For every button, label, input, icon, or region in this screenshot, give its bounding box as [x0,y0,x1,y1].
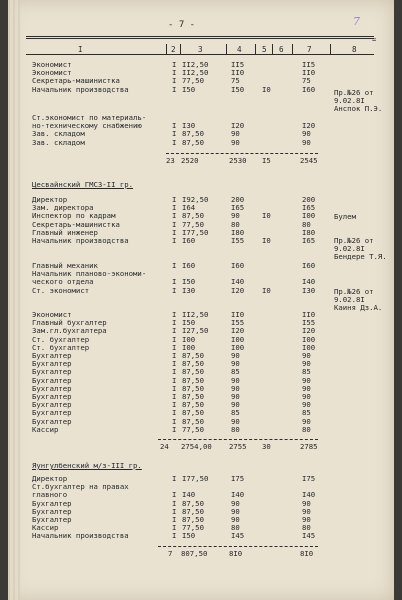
value-cell: 80 [302,219,311,229]
position-cell: Ст. бухгалтер [32,342,90,352]
position-cell: Бухгалтер [32,506,72,516]
total-cell: 2545 [300,156,318,165]
total-rule [158,546,318,547]
total-cell: 2530 [229,156,247,165]
value-cell: I [172,474,177,483]
total-cell: 7 [168,549,173,558]
value-cell: I [172,129,177,139]
value-cell: I20 [302,326,316,336]
value-cell: I [172,68,177,78]
value-cell: I0 [262,236,271,245]
col-divider [272,44,273,54]
value-cell: I60 [302,84,316,94]
value-cell: 87,50 [182,416,204,426]
position-cell: Директор [32,474,68,483]
position-cell: Бухгалтер [32,367,72,377]
position-cell: Начальник планово-экономи- [32,269,147,279]
value-cell: 90 [302,515,311,524]
value-cell: 90 [231,383,240,393]
value-cell: I55 [231,236,245,245]
position-cell: Начальник производства [32,236,129,245]
value-cell: I60 [182,261,196,270]
position-cell: Бухгалтер [32,351,72,360]
col-header-8: 8 [352,45,357,54]
header-rule-top [26,36,374,37]
value-cell: 77,50 [182,424,204,434]
value-cell: I [172,203,177,213]
value-cell: 90 [231,375,240,385]
value-cell: II0 [231,68,245,78]
value-cell: I [172,326,177,336]
value-cell: I [172,408,177,418]
value-cell: I40 [231,490,245,500]
value-cell: I [172,310,177,319]
total-cell: I5 [262,156,271,165]
total-cell: 2520 [181,156,199,165]
value-cell: 90 [302,375,311,385]
value-cell: 87,50 [182,211,204,221]
position-cell: Кассир [32,523,59,533]
value-cell: I20 [231,121,245,131]
total-row [8,550,394,558]
value-cell: 90 [302,392,311,401]
value-cell: I0 [262,285,271,295]
section-heading: Яунгулбенский м/з-III гр. [32,461,142,470]
order-note: Пр.№26 от 9.02.8I Анспок П.Э. [334,88,383,113]
value-cell: 87,50 [182,498,204,508]
col-divider [166,44,167,54]
value-cell: II2,50 [182,310,209,319]
value-cell: I55 [302,318,316,328]
header-rule-top-2 [26,38,374,39]
value-cell: I [172,318,177,328]
position-cell: Главный бухгалтер [32,318,107,328]
value-cell: 90 [302,351,311,360]
value-cell: 90 [302,359,311,369]
value-cell: 200 [302,195,316,204]
value-cell: I60 [302,261,316,270]
value-cell: II0 [302,310,316,319]
value-cell: II0 [231,310,245,319]
total-cell: 8I0 [229,549,243,558]
col-divider [330,44,331,54]
value-cell: I92,50 [182,195,209,204]
value-cell: 87,50 [182,351,204,360]
value-cell: 87,50 [182,129,204,139]
total-cell: 2755 [229,442,247,451]
value-cell: 77,50 [182,76,204,86]
value-cell: I0 [262,84,271,94]
value-cell: I00 [302,334,316,344]
value-cell: I60 [231,261,245,270]
position-cell: Ст.экономист по материаль- [32,113,147,122]
section-heading: Цесвайнский ГМСЗ-II гр. [32,180,134,189]
total-cell: 8I0 [300,549,314,558]
value-cell: I [172,219,177,229]
value-cell: 90 [302,137,311,147]
position-cell: Бухгалтер [32,400,72,410]
position-cell: главного [32,490,68,500]
value-cell: I75 [231,474,245,483]
col-header-2: 2 [171,45,176,54]
value-cell: I [172,400,177,410]
order-note: Булем [334,212,356,221]
value-cell: I [172,531,177,541]
value-cell: I [172,359,177,369]
value-cell: I65 [302,236,316,245]
position-cell: Бухгалтер [32,416,72,426]
value-cell: I [172,137,177,147]
value-cell: 85 [302,408,311,418]
total-cell: 24 [160,442,169,451]
position-cell: Зав. складом [32,137,85,147]
value-cell: I00 [182,334,196,344]
value-cell: I30 [302,285,316,295]
value-cell: II5 [231,60,245,69]
value-cell: I40 [302,277,316,287]
position-cell: Бухгалтер [32,375,72,385]
col-header-7: 7 [307,45,312,54]
value-cell: 90 [231,416,240,426]
value-cell: 80 [231,523,240,533]
value-cell: I00 [302,342,316,352]
col-header-5: 5 [262,45,267,54]
position-cell: Директор [32,195,68,204]
value-cell: I60 [182,236,196,245]
position-cell: Начальник производства [32,84,129,94]
col-divider [292,44,293,54]
value-cell: 90 [302,383,311,393]
value-cell: I [172,236,177,245]
position-cell: Бухгалтер [32,498,72,508]
position-cell: Секретарь-машинистка [32,76,120,86]
value-cell: I [172,367,177,377]
value-cell: 90 [302,506,311,516]
value-cell: 80 [231,424,240,434]
value-cell: II0 [302,68,316,78]
header-rule-end: = [372,36,377,44]
total-cell: 807,50 [181,549,208,558]
value-cell: I80 [231,227,245,237]
value-cell: I0 [262,211,271,221]
total-cell: 30 [262,442,271,451]
position-cell: Бухгалтер [32,408,72,418]
value-cell: I [172,261,177,270]
total-cell: 2754,00 [181,442,212,451]
value-cell: II2,50 [182,60,209,69]
value-cell: I20 [231,326,245,336]
value-cell: I50 [182,84,196,94]
value-cell: I20 [231,285,245,295]
value-cell: 90 [231,137,240,147]
value-cell: 90 [231,359,240,369]
position-cell: Бухгалтер [32,515,72,524]
position-cell: Экономист [32,310,72,319]
value-cell: I [172,392,177,401]
value-cell: I50 [182,318,196,328]
value-cell: I [172,416,177,426]
value-cell: I [172,342,177,352]
value-cell: 75 [231,76,240,86]
value-cell: I40 [182,490,196,500]
value-cell: 90 [231,351,240,360]
value-cell: I64 [182,203,196,213]
value-cell: 77,50 [182,523,204,533]
value-cell: 90 [231,400,240,410]
value-cell: 87,50 [182,383,204,393]
total-row [8,157,394,165]
value-cell: I [172,227,177,237]
total-rule [166,153,318,154]
value-cell: I [172,277,177,287]
value-cell: I [172,334,177,344]
position-cell: Секретарь-машинистка [32,219,120,229]
value-cell: 85 [302,367,311,377]
value-cell: 90 [231,498,240,508]
value-cell: I80 [302,227,316,237]
value-cell: I00 [231,342,245,352]
value-cell: I00 [231,334,245,344]
value-cell: I [172,490,177,500]
position-cell: Начальник производства [32,531,129,541]
value-cell: 87,50 [182,506,204,516]
col-divider [180,44,181,54]
value-cell: 90 [302,129,311,139]
value-cell: 80 [302,424,311,434]
value-cell: 87,50 [182,400,204,410]
value-cell: I [172,498,177,508]
value-cell: I30 [182,121,196,131]
value-cell: I00 [182,342,196,352]
position-cell: Зам.гл.бухгалтера [32,326,107,336]
position-cell: ческого отдела [32,277,94,287]
value-cell: 90 [231,392,240,401]
position-cell: Главный инженер [32,227,98,237]
total-row [8,443,394,451]
value-cell: I45 [302,531,316,541]
value-cell: I [172,76,177,86]
value-cell: 87,50 [182,515,204,524]
value-cell: I [172,285,177,295]
position-cell: Бухгалтер [32,392,72,401]
value-cell: I50 [182,277,196,287]
value-cell: 90 [231,515,240,524]
table-row [8,532,394,540]
value-cell: 90 [302,400,311,410]
value-cell: I45 [231,531,245,541]
value-cell: 87,50 [182,408,204,418]
value-cell: I [172,375,177,385]
value-cell: I65 [231,203,245,213]
value-cell: I [172,383,177,393]
position-cell: Бухгалтер [32,359,72,369]
value-cell: I [172,121,177,131]
position-cell: Бухгалтер [32,383,72,393]
value-cell: 90 [231,506,240,516]
value-cell: 90 [231,129,240,139]
value-cell: I [172,506,177,516]
value-cell: 90 [302,498,311,508]
value-cell: I40 [302,490,316,500]
value-cell: 87,50 [182,367,204,377]
value-cell: II2,50 [182,68,209,78]
value-cell: I77,50 [182,474,209,483]
position-cell: Главный механик [32,261,98,270]
value-cell: I [172,523,177,533]
position-cell: Зав. складом [32,129,85,139]
value-cell: II5 [302,60,316,69]
value-cell: I75 [302,474,316,483]
total-cell: 2785 [300,442,318,451]
value-cell: I [172,195,177,204]
value-cell: I50 [231,84,245,94]
value-cell: 90 [231,211,240,221]
total-cell: 23 [166,156,175,165]
value-cell: 80 [302,523,311,533]
position-cell: Кассир [32,424,59,434]
value-cell: I30 [182,285,196,295]
value-cell: 87,50 [182,137,204,147]
value-cell: 85 [231,367,240,377]
order-note: Пр.№26 от 9.02.8I Бендере Т.Я. [334,236,387,261]
position-cell: Ст. экономист [32,285,90,295]
value-cell: 87,50 [182,392,204,401]
col-header-6: 6 [279,45,284,54]
value-cell: I [172,515,177,524]
value-cell: I00 [302,211,316,221]
value-cell: I27,50 [182,326,209,336]
value-cell: I [172,351,177,360]
value-cell: 77,50 [182,219,204,229]
position-cell: Ст. бухгалтер [32,334,90,344]
position-cell: Инспектор по кадрам [32,211,116,221]
table-row [8,139,394,147]
header-rule-bottom [26,54,374,55]
position-cell: Зам. директора [32,203,94,213]
position-cell: Ст.бухгалтер на правах [32,482,129,492]
value-cell: I65 [302,203,316,213]
value-cell: I77,50 [182,227,209,237]
value-cell: I50 [182,531,196,541]
value-cell: 75 [302,76,311,86]
col-header-1: I [78,45,83,54]
position-cell: Экономист [32,60,72,69]
page-number: - 7 - [168,20,196,30]
col-header-3: 3 [198,45,203,54]
col-divider [255,44,256,54]
document-page [8,0,394,600]
value-cell: I [172,60,177,69]
stamp-number: 7 [353,15,360,28]
value-cell: I [172,211,177,221]
value-cell: I55 [231,318,245,328]
order-note: Пр.№26 от 9.02.8I Каиня Дз.А. [334,287,383,312]
value-cell: I20 [302,121,316,131]
value-cell: 87,50 [182,359,204,369]
col-header-4: 4 [237,45,242,54]
position-cell: но-техническому снабжению [32,121,142,131]
value-cell: 90 [302,416,311,426]
col-divider [226,44,227,54]
total-rule [158,439,318,440]
table-row [8,426,394,434]
value-cell: 80 [231,219,240,229]
value-cell: 85 [231,408,240,418]
value-cell: I40 [231,277,245,287]
value-cell: 87,50 [182,375,204,385]
position-cell: Экономист [32,68,72,78]
value-cell: I [172,84,177,94]
value-cell: I [172,424,177,434]
value-cell: 200 [231,195,245,204]
